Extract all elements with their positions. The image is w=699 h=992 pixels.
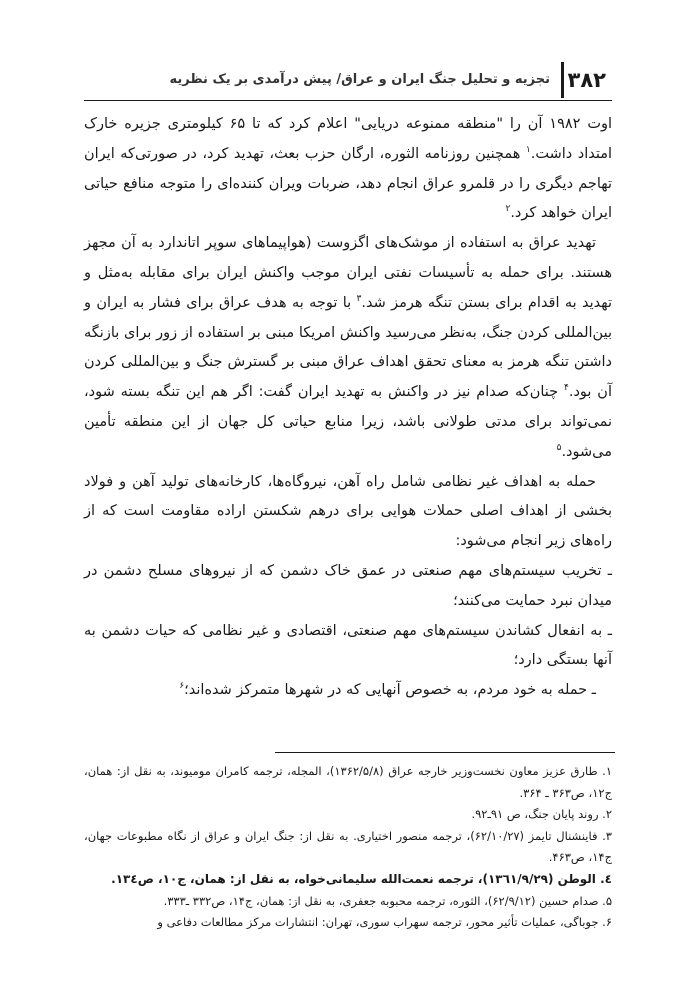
header-rule xyxy=(84,100,612,101)
footnote-item: ۲. روند پایان جنگ، ص ۹۱ـ۹۲. xyxy=(471,807,612,822)
footnote-rule xyxy=(275,752,615,753)
footnote-ref: ۵ xyxy=(556,442,562,453)
list-item: ـ به انفعال کشاندن سیستم‌های مهم صنعتی، اقتصادی و غیر نظامی که حیات دشمن به آنها بستگی دارد؛ xyxy=(84,622,612,669)
footnote-item: ۵. صدام حسین (۶۲/۹/۱۲)، الثوره، ترجمه محبوبه جعفری، به نقل از: همان، ج۱۴، ص۳۳۲ ـ۳۳۳. xyxy=(163,893,612,908)
footnote-ref: ۱ xyxy=(525,144,531,155)
footnote-item: ۶. جوباگی، عملیات تأثیر محور، ترجمه سهراب سوری، تهران: انتشارات مرکز مطالعات دفاعی و xyxy=(157,915,612,930)
footnote-ref: ۶ xyxy=(179,681,185,692)
footnotes xyxy=(84,761,612,934)
paragraph-2: تهدید عراق به استفاده از موشک‌های اگزوست (هواپیماهای سوپر اتاندارد به آن مجهز هستند. برای حمله به تأسیسات نفتی ایران موجب واکنش ایران برای مقابله به‌مثل و تهدید به اقدام برای بستن تنگه هرمز شد.$^۳$ با توجه به هدف عراق برای فشار به ایران و بین‌المللی کردن جنگ، به‌نظر می‌رسید واکنش امریکا مبنی بر استفاده از زور برای بازنگه داشتن تنگه هرمز به معنای تحقق اهداف عراق مبنی بر گسترش جنگ و بین‌المللی کردن آن بود.$^۴$ چنان‌که صدام نیز در واکنش به تهدید ایران گفت: اگر هم این تنگه بسته شود، نمی‌تواند برای مدتی طولانی باشد، زیرا منابع حیاتی کل جهان از این منطقه تأمین می‌شود.$^۵$ xyxy=(84,235,613,460)
footnote-ref: ۳ xyxy=(356,293,362,304)
footnote-item: ۳. فاینشنال تایمز (۶۲/۱۰/۲۷)، ترجمه منصور اختیاری. به نقل از: جنگ ایران و عراق از نگاه مطبوعات جهان، ج۱۴، ص۴۶۳. xyxy=(84,828,612,865)
page-header xyxy=(84,62,612,102)
list-item: ـ تخریب سیستم‌های مهم صنعتی در عمق خاک دشمن که از نیروهای مسلح دشمن در میدان نبرد حمایت می‌کنند؛ xyxy=(84,562,612,609)
running-title: تجزیه و تحلیل جنگ ایران و عراق/ پیش درآمدی بر یک نظریه xyxy=(169,72,550,87)
paragraph-3: حمله به اهداف غیر نظامی شامل راه آهن، نیروگاه‌ها، کارخانه‌های تولید آهن و فولاد بخشی از اهداف اصلی حملات هوایی برای درهم شکستن اراده مقاومت است که از راه‌های زیر انجام می‌شود: xyxy=(84,473,612,550)
footnote-ref: ۲ xyxy=(505,204,511,215)
paragraph-1: اوت ۱۹۸۲ آن را "منطقه ممنوعه دریایی" اعلام کرد که تا ۶۵ کیلومتری جزیره خارک امتداد داشت.$^۱$ همچنین روزنامه الثوره، ارگان حزب بعث، تهدید کرد، در صورتی‌که ایران تهاجم دیگری را در قلمرو عراق انجام دهد، ضربات ویران کننده‌ای را متوجه منافع حیاتی ایران خواهد کرد.$^۲$ xyxy=(84,116,613,222)
header-divider xyxy=(561,62,564,98)
footnote-ref: ۴ xyxy=(564,383,569,394)
list-item: ـ حمله به خود مردم، به خصوص آنهایی که در شهرها متمرکز شده‌اند؛$^۶$ xyxy=(179,681,596,699)
page-number: ۳۸۲ xyxy=(567,68,606,92)
footnote-item: ٤. الوطن (١٣٦١/٩/٢٩)، ترجمه نعمت‌الله سلیمانی‌خواه، به نقل از: همان، ج١٠، ص١٣٤. xyxy=(111,871,612,886)
footnote-item: ۱. طارق عزیز معاون نخست‌وزیر خارجه عراق (۱۳۶۲/۵/۸)، المجله، ترجمه کامران مومیوند، به نقل از: همان، ج۱۲، ص۳۶۳ ـ ۳۶۴. xyxy=(84,764,613,800)
body-text xyxy=(84,110,612,706)
